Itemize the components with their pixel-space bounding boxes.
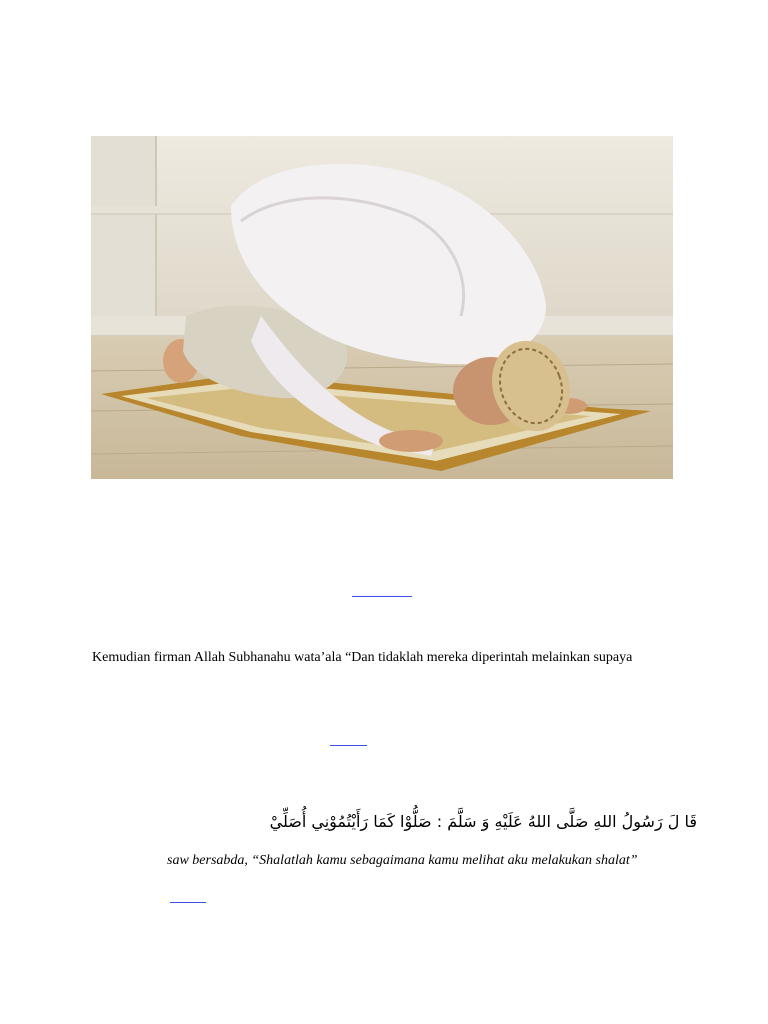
hadith-arabic-text: قَا لَ رَسُولُ اللهِ صَلَّى اللهُ عَلَيْهِ وَ سَلَّمَ : صَلُّوْا كَمَا رَأَيْتُمُوْنِي أُصَلِّيْ: [269, 812, 697, 831]
prayer-sujud-illustration: [91, 136, 673, 479]
link-underline[interactable]: [170, 902, 206, 903]
link-underline[interactable]: [352, 596, 412, 597]
body-paragraph: Kemudian firman Allah Subhanahu wata’ala “Dan tidaklah mereka diperintah melainkan supaya: [92, 650, 633, 665]
hadith-translation: saw bersabda, “Shalatlah kamu sebagaimana kamu melihat aku melakukan shalat”: [167, 853, 638, 868]
prayer-photo: [91, 136, 673, 479]
link-underline[interactable]: [330, 745, 367, 746]
